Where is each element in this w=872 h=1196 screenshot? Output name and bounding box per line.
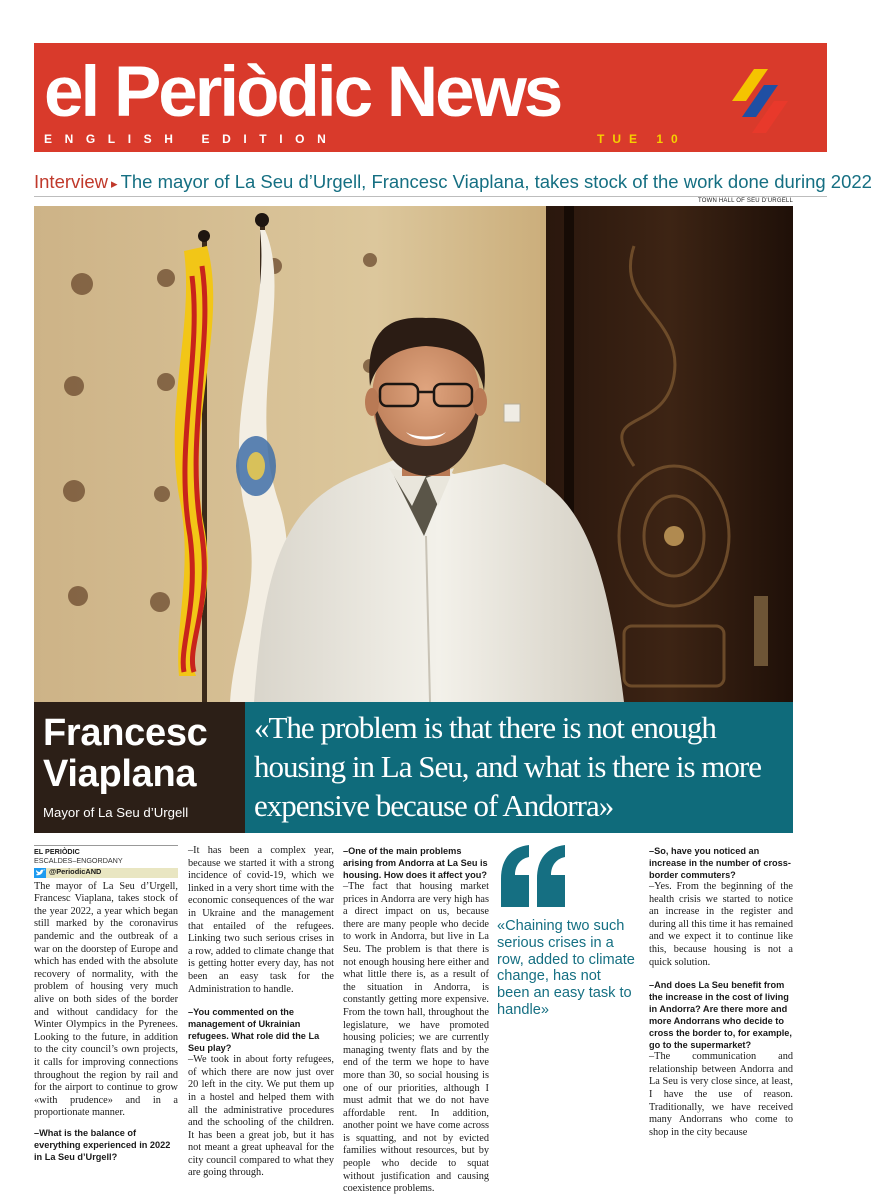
masthead-date: TUE 10 [597, 132, 686, 146]
answer-1: –It has been a complex year, because we started it with a strong incidence of covid-19, which we linked in a very short time with the economic consequences of the war in Ukraine and the management that entailed of the refugees. Linking two such serious crises in a row, added to climate change that is getting hotter every day, has not been an easy task for the Administration to handle. [188, 845, 334, 995]
photo-credit: TOWN HALL OF SEU D’URGELL [697, 198, 793, 204]
divider [34, 196, 827, 197]
stripes-logo-icon [718, 67, 788, 137]
masthead [34, 43, 827, 152]
twitter-handle-text: @PeriodicAND [49, 867, 102, 877]
twitter-icon [34, 868, 46, 878]
answer-2: –We took in about forty refugees, of which there are now just over 20 left in the city. We put them up in a hostel and helped them with all the administrative procedures and the schooling of the children. It has been a great job, but it has not meant a great upheaval for the city council compared to what they are going through. [188, 1054, 334, 1179]
answer-5: –The communication and relationship between Andorra and La Seu is very close since, at least, I have the use of reason. Traditionally, we have received many Andorrans who come to shop in the city because [649, 1051, 793, 1138]
headline-quote-box [245, 702, 793, 833]
portrait-photo [34, 206, 793, 702]
article-column-3 [343, 845, 489, 1195]
section-headline-bar [34, 170, 872, 194]
answer-4: –Yes. From the beginning of the health crisis we started to notice an increase in the register and during all this time it has remained and we expect it to continue like this, because housing is not a quick solution. [649, 881, 793, 968]
interviewee-box [34, 702, 245, 833]
quote-mark-icon [497, 845, 569, 907]
masthead-title: el Periòdic News [44, 53, 561, 132]
interviewee-role: Mayor of La Seu d’Urgell [43, 805, 189, 820]
byline-author: EL PERIÒDIC [34, 847, 80, 856]
masthead-edition: ENGLISH EDITION [44, 132, 339, 146]
article-column-2 [188, 845, 334, 1179]
article-column-1 [34, 845, 178, 1162]
question-5: –And does La Seu benefit from the increase in the cost of living in Andorra? Are there more and more Andorrans who decide to cross the border to, for example, go to the supermarket? [649, 980, 792, 1051]
article-column-5 [649, 845, 793, 1138]
question-4: –So, have you noticed an increase in the number of cross-border commuters? [649, 846, 791, 880]
question-1: –What is the balance of everything experienced in 2022 in La Seu d’Urgell? [34, 1127, 171, 1162]
section-headline: The mayor of La Seu d’Urgell, Francesc Viaplana, takes stock of the work done during 2022 [120, 171, 872, 192]
pull-quote-text: «Chaining two such serious crises in a row, added to climate change, has not been an easy task to handle» [497, 918, 635, 1018]
answer-3: –The fact that housing market prices in Andorra are very high has a direct impact on us, because there are many people who decide to work in Andorra, but live in La Seu. The problem is that there is not enough housing here either and what little there is, as a result of the situation in Andorra, is constantly getting more expensive. From the town hall, throughout the legislature, we have promoted housing policies; we are currently managing twenty flats and by the end of the term we hope to have more than 30, so social housing is one of our priorities, although I must admit that we do not have affordable rent. In addition, another point we have come across is squatting, and not by evicted families without resources, but by people who decide to squat without justification and causing coexistence problems. [343, 881, 489, 1195]
byline [34, 845, 178, 866]
headline-quote: «The problem is that there is not enough housing in La Seu, and what is there is more expensive because of Andorra» [254, 710, 762, 823]
section-label: Interview [34, 171, 109, 192]
interviewee-name: Francesc Viaplana [43, 712, 208, 795]
question-3: –One of the main problems arising from Andorra at La Seu is housing. How does it affect you? [343, 846, 488, 880]
section-arrow-icon: ▸ [111, 176, 118, 191]
twitter-handle[interactable] [34, 868, 178, 878]
question-2: –You commented on the management of Ukrainian refugees. What role did the La Seu play? [188, 1007, 320, 1054]
byline-place: ESCALDES–ENGORDANY [34, 855, 123, 865]
pull-quote [497, 845, 639, 1035]
intro-paragraph: The mayor of La Seu d’Urgell, Francesc Viaplana, takes stock of the year 2022, a year which began still marked by the coronavirus pandemic and the outbreak of a war on the doorstep of Europe and which has ended with the absolute recovery of normality, with the problem of housing very much alive on both sides of the border and without candidacy for the Winter Olympics in the Pyrenees. Looking to the future, in addition to the city council’s own projects, it calls for improving connections throughout the region by rail and for the airport to continue to grow «with prudence» and in a proportionate manner. [34, 880, 178, 1119]
